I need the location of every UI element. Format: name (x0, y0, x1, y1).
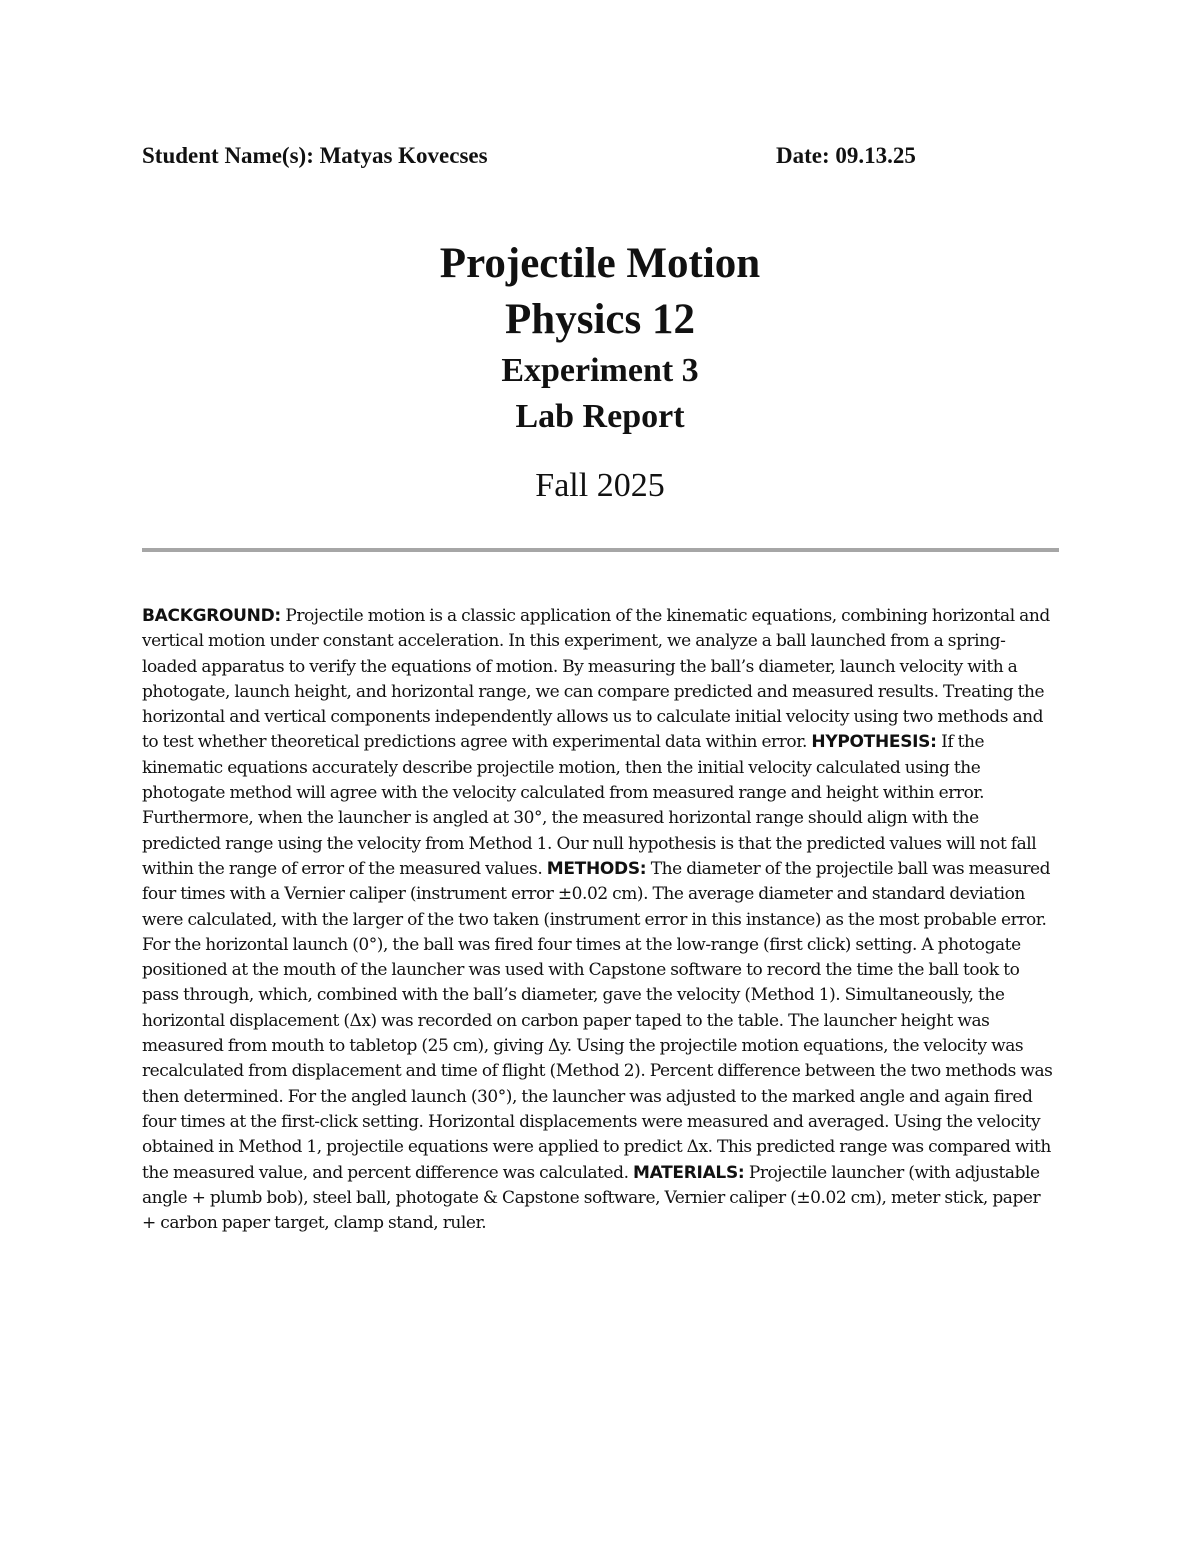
horizontal-divider (142, 548, 1059, 552)
report-title: Projectile Motion (439, 240, 761, 287)
term: Fall 2025 (535, 467, 665, 504)
title-block (0, 236, 1200, 506)
student-names: Student Name(s): Matyas Kovecses (142, 143, 488, 168)
methods-text: The diameter of the projectile ball was measured four times with a Vernier caliper (instrument error ±0.02 cm). The average diameter and standard deviation were calculated, with the larger of the two taken (instrument error in this instance) as the most probable error. For the horizontal launch (0°), the ball was fired four times at the low-range (first click) setting. A photogate positioned at the mouth of the launcher was used with Capstone software to record the time the ball took to pass through, which, combined with the ball’s diameter, gave the velocity (Method 1). Simultaneously, the horizontal displacement (Δx) was recorded on carbon paper taped to the table. The launcher height was measured from mouth to tabletop (25 cm), giving Δy. Using the projectile motion equations, the velocity was recalculated from displacement and time of flight (Method 2). Percent difference between the two methods was then determined. For the angled launch (30°), the launcher was adjusted to the marked angle and again fired four times at the first-click setting. Horizontal displacements were measured and averaged. Using the velocity obtained in Method 1, projectile equations were applied to predict Δx. This predicted range was compared with the measured value, and percent difference was calculated. (142, 858, 1053, 1183)
materials-text: Projectile launcher (with adjustable angle + plumb bob), steel ball, photogate & Capstone software, Vernier caliper (±0.02 cm), meter stick, paper + carbon paper target, clamp stand, ruler. (142, 1162, 1041, 1234)
report-body (142, 604, 1054, 1236)
methods-label: METHODS: (546, 858, 647, 879)
course-title: Physics 12 (505, 296, 695, 343)
background-label: BACKGROUND: (142, 606, 281, 626)
experiment-number: Experiment 3 (501, 352, 699, 389)
background-text: Projectile motion is a classic application of the kinematic equations, combining horizontal and vertical motion under constant acceleration. In this experiment, we analyze a ball launched from a spring-loaded apparatus to verify the equations of motion. By measuring the ball’s diameter, launch velocity with a photogate, launch height, and horizontal range, we can compare predicted and measured results. Treating the horizontal and vertical components independently allows us to calculate initial velocity using two methods and to test whether theoretical predictions agree with experimental data within error. (142, 606, 1050, 753)
hypothesis-text: If the kinematic equations accurately describe projectile motion, then the initial velocity calculated using the photogate method will agree with the velocity calculated from measured range and height within error. Furthermore, when the launcher is angled at 30°, the measured horizontal range should align with the predicted range using the velocity from Method 1. Our null hypothesis is that the predicted values will not fall within the range of error of the measured values. (142, 732, 1037, 879)
report-date: Date: 09.13.25 (776, 143, 916, 168)
report-type: Lab Report (515, 398, 685, 435)
hypothesis-label: HYPOTHESIS: (811, 732, 937, 753)
materials-label: MATERIALS: (632, 1162, 745, 1183)
